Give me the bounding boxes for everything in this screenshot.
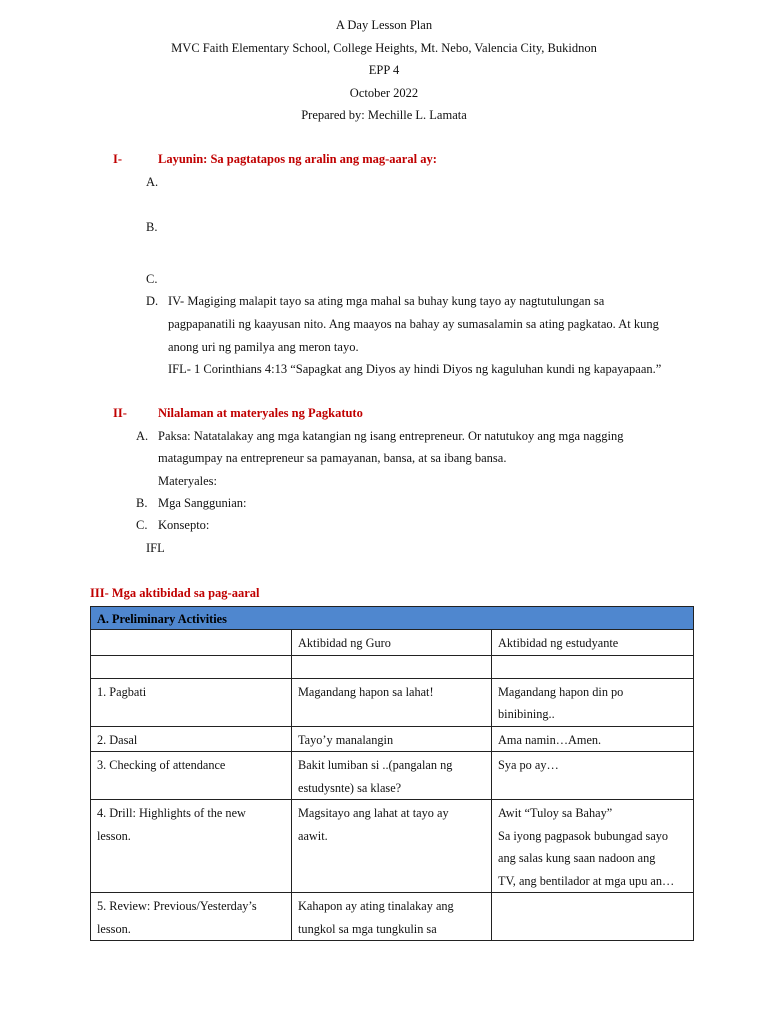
table-cell	[91, 630, 292, 656]
cell-text: Sya po ay…	[498, 758, 559, 772]
cell-text: ang salas kung saan nadoon ang	[498, 851, 656, 865]
section2-title: Nilalaman at materyales ng Pagkatuto	[158, 406, 363, 420]
prepared-by: Prepared by: Mechille L. Lamata	[301, 108, 467, 122]
cell-text: tungkol sa mga tungkulin sa	[298, 921, 437, 936]
table-cell	[292, 752, 492, 800]
table-cell	[292, 893, 492, 941]
table-row	[91, 800, 694, 893]
table-cell	[292, 726, 492, 752]
section2-item-b: B.	[136, 496, 148, 510]
cell-text: estudysnte) sa klase?	[298, 780, 402, 795]
section2-a-line: matagumpay na entrepreneur sa pamayanan, bansa, at sa ibang bansa.	[158, 451, 507, 465]
table-cell	[492, 893, 694, 941]
activities-table	[90, 606, 694, 941]
section2-materyales: Materyales:	[158, 474, 218, 488]
student-activity-header: Aktibidad ng estudyante	[492, 630, 694, 656]
table-cell	[91, 678, 292, 726]
section3-title: III- Mga aktibidad sa pag-aaral	[90, 586, 260, 600]
cell-text: lesson.	[97, 828, 131, 843]
table-row	[91, 726, 694, 752]
date-label: October 2022	[349, 86, 419, 100]
section2-a-line: Paksa: Natatalakay ang mga katangian ng isang entrepreneur. Or natutukoy ang mga nagging	[158, 429, 624, 443]
column-header-row	[91, 630, 694, 656]
table-cell	[292, 678, 492, 726]
cell-text: TV, ang bentilador at mga upu an…	[498, 873, 675, 888]
section2-ifl: IFL	[146, 541, 165, 555]
cell-text: lesson.	[97, 921, 131, 936]
cell-text: Sa iyong pagpasok bubungad sayo	[498, 828, 669, 843]
table-cell	[492, 726, 694, 752]
table-row	[91, 893, 694, 941]
section2-item-a: A.	[136, 429, 149, 443]
table-cell	[91, 800, 292, 893]
table-header-row	[91, 607, 694, 630]
table-cell	[292, 655, 492, 678]
table-cell	[292, 800, 492, 893]
lesson-plan-title: A Day Lesson Plan	[335, 18, 433, 32]
section2-konsepto: Konsepto:	[158, 518, 210, 532]
cell-text: Ama namin…Amen.	[498, 732, 602, 747]
section2-item-c: C.	[136, 518, 148, 532]
table-cell	[492, 678, 694, 726]
section1-item-c: C.	[146, 272, 158, 286]
section2-number: II-	[113, 406, 127, 420]
subject-label: EPP 4	[368, 63, 400, 77]
cell-text: Awit “Tuloy sa Bahay”	[498, 806, 613, 820]
cell-text: Magandang hapon sa lahat!	[298, 684, 434, 699]
cell-text: 2. Dasal	[97, 732, 138, 747]
section1-item-d: D.	[146, 294, 159, 308]
table-cell	[492, 752, 694, 800]
table-cell	[91, 752, 292, 800]
table-row	[91, 655, 694, 678]
section1-title: Layunin: Sa pagtatapos ng aralin ang mag-aaral ay:	[158, 152, 437, 166]
cell-text: Kahapon ay ating tinalakay ang	[298, 899, 454, 913]
section1-d-line: anong uri ng pamilya ang meron tayo.	[168, 340, 359, 354]
section1-number: I-	[113, 152, 123, 166]
cell-text: Magsitayo ang lahat at tayo ay	[298, 806, 449, 820]
table-cell	[91, 726, 292, 752]
cell-text: Bakit lumiban si ..(pangalan ng	[298, 758, 453, 772]
school-name: MVC Faith Elementary School, College Heights, Mt. Nebo, Valencia City, Bukidnon	[171, 41, 597, 55]
preliminary-activities-header: A. Preliminary Activities	[91, 607, 694, 630]
table-row	[91, 752, 694, 800]
section1-d-line: IV- Magiging malapit tayo sa ating mga mahal sa buhay kung tayo ay nagtutulungan sa	[168, 294, 605, 308]
section1-d-line: pagpapanatili ng kaayusan nito. Ang maayos na bahay ay sumasalamin sa ating pagkatao. At kung	[168, 317, 659, 331]
cell-text: Tayo’y manalangin	[298, 732, 394, 747]
table-cell	[492, 655, 694, 678]
cell-text: 1. Pagbati	[97, 684, 147, 699]
cell-text: 5. Review: Previous/Yesterday’s	[97, 899, 257, 913]
table-cell	[91, 893, 292, 941]
section2-sanggunian: Mga Sanggunian:	[158, 496, 247, 510]
cell-text: binibining..	[498, 707, 555, 721]
teacher-activity-header: Aktibidad ng Guro	[292, 630, 492, 656]
cell-text: Magandang hapon din po	[498, 684, 624, 699]
cell-text: 3. Checking of attendance	[97, 758, 226, 772]
table-row	[91, 678, 694, 726]
cell-text: aawit.	[298, 828, 328, 843]
table-cell	[91, 655, 292, 678]
section1-item-a: A.	[146, 175, 159, 189]
cell-text: 4. Drill: Highlights of the new	[97, 806, 246, 820]
section1-item-b: B.	[146, 220, 158, 234]
section1-ifl-verse: IFL- 1 Corinthians 4:13 “Sapagkat ang Diyos ay hindi Diyos ng kaguluhan kundi ng kapayapaan.”	[168, 362, 662, 376]
table-cell	[492, 800, 694, 893]
